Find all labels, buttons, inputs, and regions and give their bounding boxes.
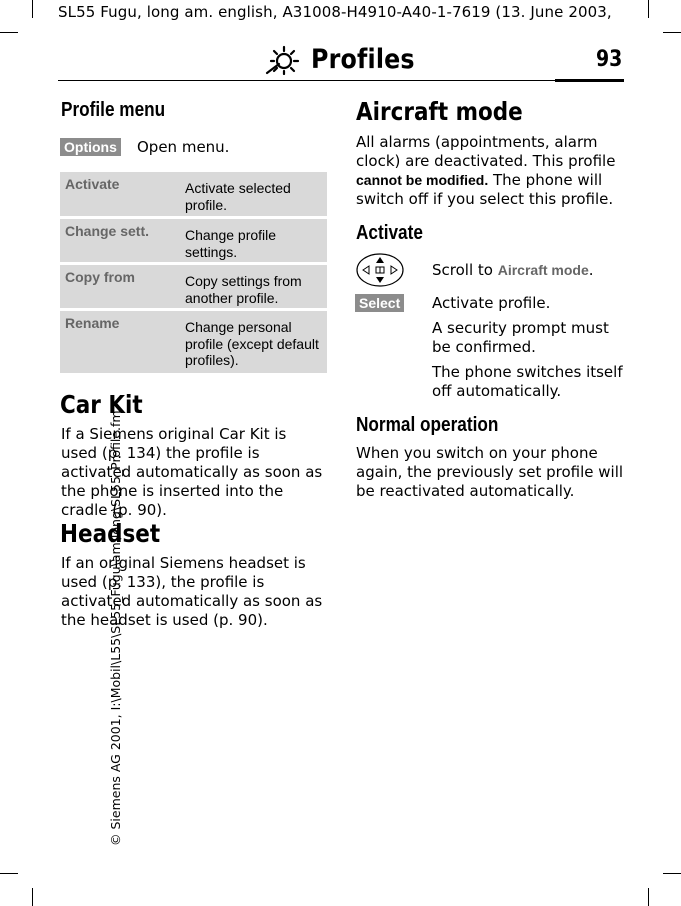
select-softkey: Select bbox=[355, 294, 404, 312]
normal-operation-text: When you switch on your phone again, the previously set profile will be reactivated automatically. bbox=[356, 444, 624, 500]
header-rule bbox=[58, 80, 624, 81]
page-number: 93 bbox=[596, 47, 623, 72]
normal-operation-heading: Normal operation bbox=[356, 414, 499, 436]
page-title bbox=[265, 44, 429, 75]
scroll-instruction bbox=[432, 261, 594, 280]
menu-key: Activate bbox=[65, 176, 120, 192]
table-row bbox=[60, 265, 327, 311]
menu-desc: Change profile settings. bbox=[185, 227, 277, 260]
headset-heading: Headset bbox=[60, 519, 161, 548]
aircraft-text-before: All alarms (appointments, alarm clock) are deactivated. This profile bbox=[356, 133, 616, 170]
crop-mark bbox=[0, 873, 18, 874]
headset-text: If an original Siemens headset is used (p. 133), the profile is activated automatically as soon as the headset is used (p. 90). bbox=[61, 554, 323, 629]
menu-key: Copy from bbox=[65, 269, 135, 285]
crop-mark bbox=[663, 32, 681, 33]
options-softkey: Options bbox=[60, 138, 121, 156]
crop-mark bbox=[32, 0, 33, 18]
navigation-key-icon bbox=[355, 252, 405, 288]
crop-mark bbox=[663, 873, 681, 874]
side-note: © Siemens AG 2001, I:\Mobil\L55\SL55_Fugu\am\long\SL55_Profile.fm bbox=[108, 410, 123, 846]
profile-menu-heading: Profile menu bbox=[61, 99, 166, 121]
menu-desc: Activate selected profile. bbox=[185, 180, 291, 213]
crop-mark bbox=[648, 0, 649, 18]
aircraft-mode-heading: Aircraft mode bbox=[356, 97, 523, 126]
scroll-target: Aircraft mode bbox=[497, 262, 589, 278]
aircraft-text-after: The phone will switch off if you select this profile. bbox=[356, 171, 614, 208]
car-kit-text: If a Siemens original Car Kit is used (p. 134) the profile is activated automatically as soon as the phone is inserted into the cradle (p. 90). bbox=[61, 425, 323, 519]
crop-mark bbox=[0, 32, 18, 33]
step-activate: Activate profile. bbox=[432, 294, 551, 312]
running-head: SL55 Fugu, long am. english, A31008-H4910-A40-1-7619 (13. June 2003, bbox=[58, 3, 612, 21]
step-switch-off: The phone switches itself off automatically. bbox=[432, 363, 623, 400]
scroll-prefix: Scroll to bbox=[432, 261, 493, 279]
menu-desc: Copy settings from another profile. bbox=[185, 273, 302, 306]
activate-heading: Activate bbox=[356, 222, 423, 244]
car-kit-heading: Car Kit bbox=[60, 390, 143, 419]
page-title-text: Profiles bbox=[311, 44, 415, 75]
aircraft-mode-text bbox=[356, 133, 626, 209]
crop-mark bbox=[32, 888, 33, 906]
crop-mark bbox=[648, 888, 649, 906]
profiles-icon bbox=[265, 45, 301, 75]
scroll-suffix: . bbox=[588, 261, 594, 279]
table-row bbox=[60, 219, 327, 265]
profile-menu-table bbox=[60, 172, 327, 373]
menu-desc: Change personal profile (except default profiles). bbox=[185, 319, 319, 368]
table-row bbox=[60, 172, 327, 219]
menu-key: Rename bbox=[65, 315, 120, 331]
table-row bbox=[60, 311, 327, 373]
step-security: A security prompt must be confirmed. bbox=[432, 319, 609, 356]
options-desc: Open menu. bbox=[137, 138, 230, 156]
header-rule-accent bbox=[555, 79, 624, 82]
menu-key: Change sett. bbox=[65, 223, 150, 239]
aircraft-text-bold: cannot be modified. bbox=[356, 172, 489, 188]
